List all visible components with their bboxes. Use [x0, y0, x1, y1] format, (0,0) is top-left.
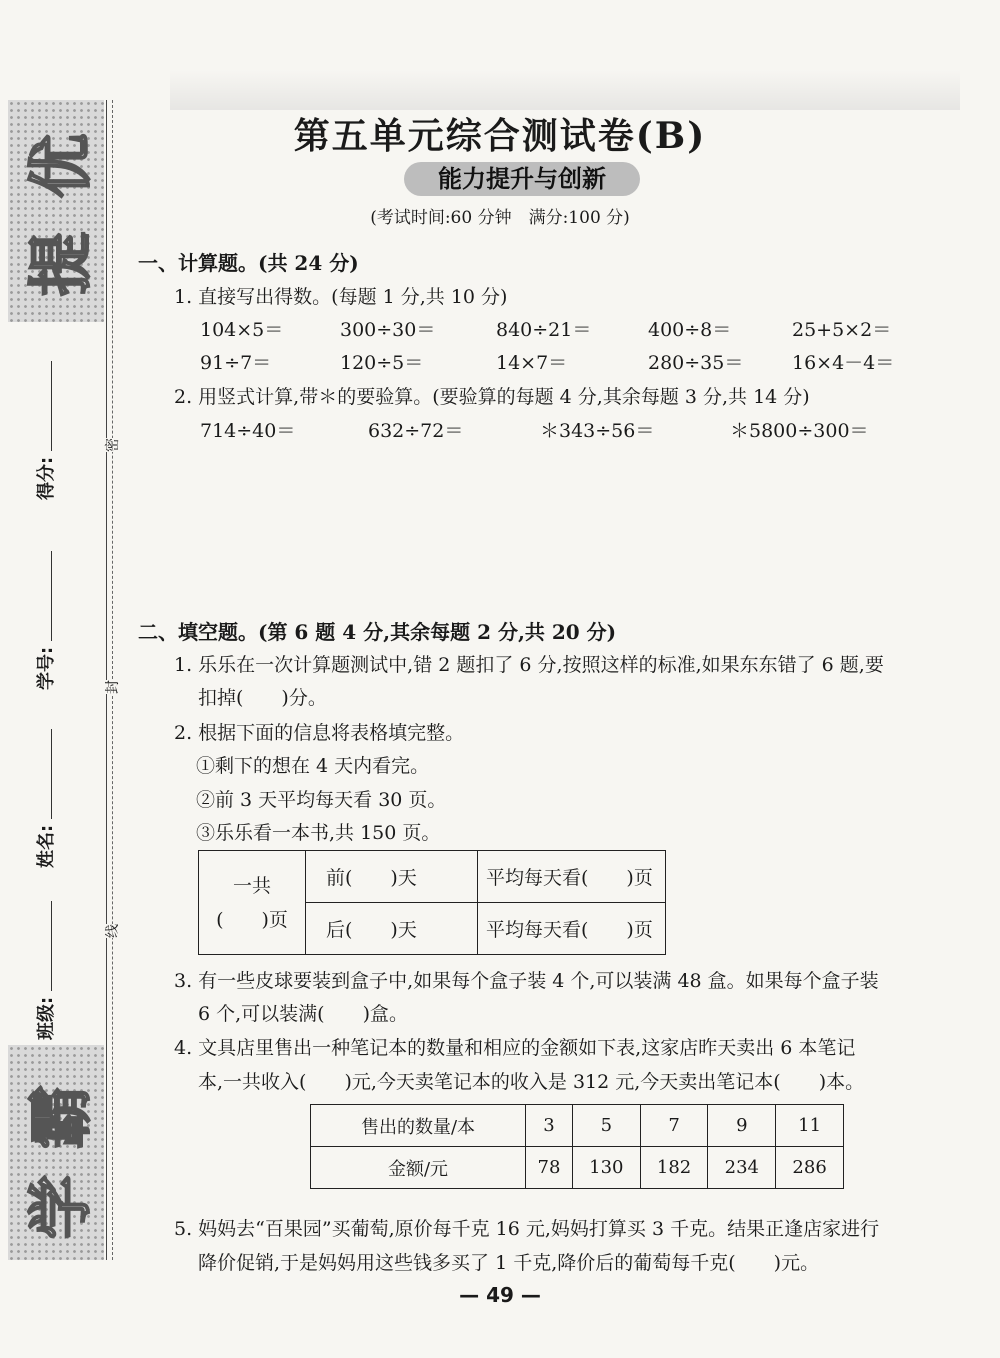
- total-blank: ( )页: [216, 908, 288, 931]
- calc-item: 714÷40＝: [200, 420, 296, 442]
- calc-item: 25+5×2＝: [792, 319, 892, 341]
- student-id-label-text: 学号:: [36, 646, 57, 690]
- row-label: 金额/元: [311, 1147, 526, 1189]
- calc-item: 300÷30＝: [340, 319, 436, 341]
- row-label: 售出的数量/本: [311, 1105, 526, 1147]
- question-prompt: 2. 用竖式计算,带＊的要验算。(要验算的每题 4 分,其余每题 3 分,共 14 分): [174, 386, 810, 408]
- name-label-text: 姓名:: [36, 824, 57, 868]
- table-cell: 182: [640, 1147, 708, 1189]
- question-text: 扣掉( )分。: [198, 687, 327, 709]
- page-title: 第五单元综合测试卷(B): [293, 115, 707, 157]
- score-label: [32, 440, 57, 500]
- name-blank[interactable]: [51, 729, 52, 819]
- name-label: [32, 808, 57, 868]
- section-heading: 二、填空题。(第 6 题 4 分,其余每题 2 分,共 20 分): [138, 620, 617, 644]
- score-label-text: 得分:: [36, 456, 57, 500]
- class-label: [32, 980, 57, 1040]
- avg-cell[interactable]: 平均每天看( )页: [478, 851, 666, 903]
- question-text: 本,一共收入( )元,今天卖笔记本的收入是 312 元,今天卖出笔记本( )本。: [198, 1071, 865, 1093]
- calc-item: 632÷72＝: [368, 420, 464, 442]
- days-cell[interactable]: 前( )天: [306, 851, 478, 903]
- brand-char: 提: [25, 232, 99, 296]
- calc-item: 120÷5＝: [340, 352, 424, 374]
- calc-item: 16×4－4＝: [792, 352, 895, 374]
- question-text: 1. 乐乐在一次计算题测试中,错 2 题扣了 6 分,按照这样的标准,如果东东错了 6 题,要: [174, 654, 884, 676]
- calc-item: ＊343÷56＝: [540, 420, 655, 442]
- page-number: — 49 —: [459, 1283, 541, 1307]
- brand-char: 霸: [25, 1085, 99, 1149]
- student-id-label: [32, 630, 57, 690]
- table-cell: 286: [776, 1147, 844, 1189]
- question-text: 4. 文具店里售出一种笔记本的数量和相应的金额如下表,这家店昨天卖出 6 本笔记: [174, 1037, 856, 1059]
- calc-item: 14×7＝: [496, 352, 568, 374]
- question-text: 5. 妈妈去“百果园”买葡萄,原价每千克 16 元,妈妈打算买 3 千克。结果正逢店家进行: [174, 1218, 880, 1240]
- student-id-blank[interactable]: [51, 551, 52, 641]
- table-cell: 11: [776, 1105, 844, 1147]
- question-prompt: 1. 直接写出得数。(每题 1 分,共 10 分): [174, 286, 508, 308]
- calc-item: 104×5＝: [200, 319, 284, 341]
- calc-item: 400÷8＝: [648, 319, 732, 341]
- class-label-text: 班级:: [36, 996, 57, 1040]
- calc-item: 280÷35＝: [648, 352, 744, 374]
- question-text: 6 个,可以装满( )盒。: [198, 1003, 408, 1025]
- table-cell: 78: [526, 1147, 573, 1189]
- class-blank[interactable]: [51, 901, 52, 991]
- avg-cell[interactable]: 平均每天看( )页: [478, 903, 666, 955]
- total-pages-cell[interactable]: [199, 851, 306, 955]
- table-cell: 7: [640, 1105, 708, 1147]
- info-item: ①剩下的想在 4 天内看完。: [196, 755, 430, 777]
- table-cell: 5: [572, 1105, 640, 1147]
- brand-char: 学: [25, 1175, 99, 1239]
- calc-item: 840÷21＝: [496, 319, 592, 341]
- subtitle: 能力提升与创新: [438, 165, 606, 193]
- header-band: [170, 70, 960, 110]
- reading-table: [198, 850, 666, 955]
- seal-mark: 封: [105, 680, 121, 694]
- total-label: 一共: [232, 874, 271, 897]
- table-cell: 9: [708, 1105, 776, 1147]
- score-blank[interactable]: [51, 361, 52, 451]
- brand-block-bottom: [8, 1045, 104, 1260]
- calc-item: ＊5800÷300＝: [730, 420, 869, 442]
- info-item: ②前 3 天平均每天看 30 页。: [196, 789, 447, 811]
- info-item: ③乐乐看一本书,共 150 页。: [196, 822, 441, 844]
- table-cell: 234: [708, 1147, 776, 1189]
- question-text: 2. 根据下面的信息将表格填完整。: [174, 722, 465, 744]
- brand-char: 优: [25, 134, 99, 198]
- question-text: 降价促销,于是妈妈用这些钱多买了 1 千克,降价后的葡萄每千克( )元。: [198, 1252, 820, 1274]
- table-cell: 3: [526, 1105, 573, 1147]
- table-cell: 130: [572, 1147, 640, 1189]
- section-heading: 一、计算题。(共 24 分): [138, 251, 359, 275]
- seal-mark: 密: [105, 438, 121, 452]
- seal-mark: 线: [105, 924, 121, 938]
- exam-info: (考试时间:60 分钟 满分:100 分): [370, 208, 630, 228]
- question-text: 3. 有一些皮球要装到盒子中,如果每个盒子装 4 个,可以装满 48 盒。如果每个盒子装: [174, 970, 879, 992]
- days-cell[interactable]: 后( )天: [306, 903, 478, 955]
- notebook-sales-table: [310, 1104, 844, 1189]
- calc-item: 91÷7＝: [200, 352, 272, 374]
